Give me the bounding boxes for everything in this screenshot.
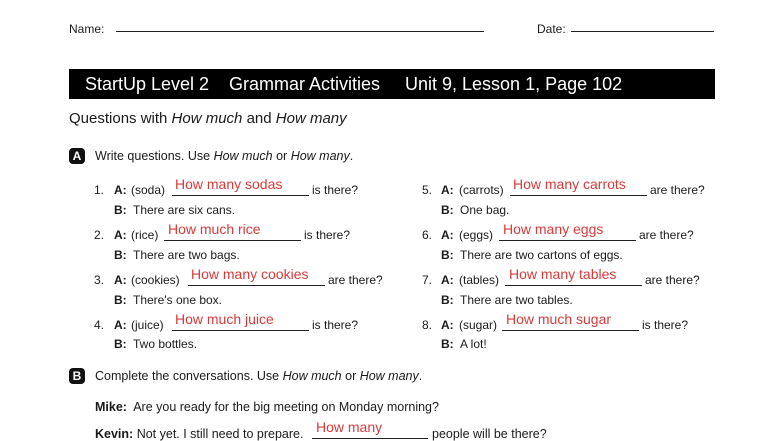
answer-text-4: How much juice	[175, 311, 274, 327]
conversation-line-1: Mike: Are you ready for the big meeting on Monday morning?	[95, 400, 439, 414]
banner-activity: Grammar Activities	[229, 74, 381, 94]
section-b-badge: B	[69, 368, 85, 384]
speaker-mike: Mike:	[95, 400, 127, 414]
page-subtitle: Questions with How much and How many	[69, 110, 347, 127]
date-label: Date:	[537, 22, 566, 36]
banner-level: StartUp Level 2	[85, 74, 210, 94]
conversation-answer-text: How many	[316, 419, 383, 435]
name-label: Name:	[69, 22, 105, 36]
answer-text-6: How many eggs	[503, 221, 604, 237]
conversation-line-2-tail: people will be there?	[432, 427, 547, 441]
conversation-line-2-speaker: Kevin: Not yet. I still need to prepare.	[95, 427, 304, 441]
answer-text-8: How much sugar	[506, 311, 612, 327]
answer-text-3: How many cookies	[191, 266, 309, 282]
date-field[interactable]	[571, 31, 714, 32]
name-field[interactable]	[116, 31, 484, 32]
answer-text-5: How many carrots	[513, 176, 626, 192]
section-a-badge: A	[69, 148, 85, 164]
answer-text-2: How much rice	[168, 221, 261, 237]
title-banner	[69, 69, 715, 99]
section-b-instruction: Complete the conversations. Use How much or How many.	[95, 369, 423, 383]
section-a-instruction: Write questions. Use How much or How many.	[95, 149, 354, 163]
banner-unit: Unit 9, Lesson 1, Page 102	[405, 74, 623, 94]
answer-text-7: How many tables	[509, 266, 617, 282]
answer-text-1: How many sodas	[175, 176, 283, 192]
speaker-kevin: Kevin:	[95, 427, 134, 441]
